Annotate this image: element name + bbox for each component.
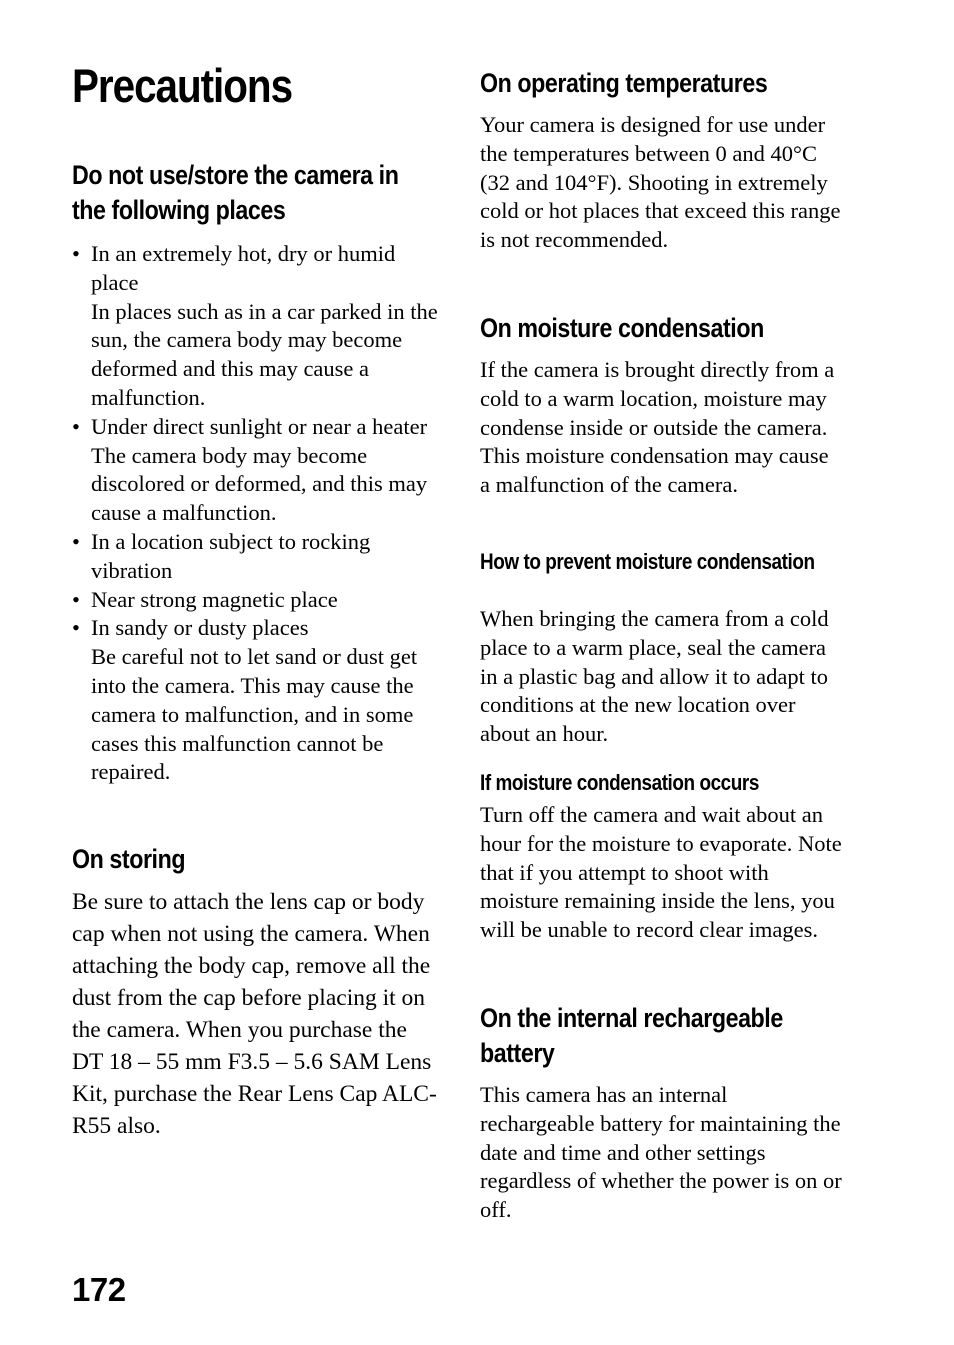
bullet-detail: In places such as in a car parked in the sun, the camera body may become deformed and this may cause a malfunction. <box>91 298 438 410</box>
temperature-text: Your camera is designed for use under the temperatures between 0 and 40°C (32 and 104°F). Shooting in extremely cold or hot places that exceed this range is not recommended. <box>480 112 841 253</box>
list-item <box>72 586 444 615</box>
temperature-heading: On operating temperatures <box>480 68 768 98</box>
bullet-icon: • <box>72 615 80 641</box>
storing-heading: On storing <box>72 844 186 874</box>
prevent-heading: How to prevent moisture condensation <box>480 549 815 574</box>
places-heading: Do not use/store the camera in the following places <box>72 160 399 225</box>
occurs-text: Turn off the camera and wait about an hour for the moisture to evaporate. Note that if you attempt to shoot with moisture remaining inside the lens, you will be unable to record clear images. <box>480 802 842 943</box>
occurs-heading: If moisture condensation occurs <box>480 770 759 795</box>
moisture-text: If the camera is brought directly from a cold to a warm location, moisture may condense inside or outside the camera. This moisture condensation may cause a malfunction of the camera. <box>480 357 835 498</box>
bullet-label: Under direct sunlight or near a heater <box>91 413 428 439</box>
moisture-heading: On moisture condensation <box>480 313 764 343</box>
bullet-label: Near strong magnetic place <box>91 586 338 612</box>
bullet-icon: • <box>72 241 80 266</box>
storing-text: Be sure to attach the lens cap or body cap when not using the camera. When attaching the body cap, remove all the dust from the cap before placing it on the camera. When you purchase the DT 18 – 55 mm F3.5 – 5.6 SAM Lens Kit, purchase the Rear Lens Cap ALC-R55 also. <box>72 889 437 1139</box>
bullet-icon: • <box>72 528 80 554</box>
list-item <box>72 614 444 787</box>
prevent-text: When bringing the camera from a cold place to a warm place, seal the camera in a plastic bag and allow it to adapt to conditions at the new location over about an hour. <box>480 606 829 747</box>
list-item <box>72 528 444 586</box>
bullet-icon: • <box>72 413 80 439</box>
bullet-label: In a location subject to rocking vibration <box>91 528 371 583</box>
page-title: Precautions <box>72 59 293 112</box>
list-item <box>72 240 444 413</box>
places-list <box>72 240 444 787</box>
list-item <box>72 413 444 528</box>
bullet-detail: Be careful not to let sand or dust get into the camera. This may cause the camera to malfunction, and in some cases this malfunction cannot be repaired. <box>91 644 418 785</box>
bullet-label: In sandy or dusty places <box>91 615 309 641</box>
page-number: 172 <box>72 1271 126 1308</box>
bullet-label: In an extremely hot, dry or humid place <box>91 241 396 295</box>
battery-heading: On the internal rechargeable battery <box>480 1003 783 1068</box>
battery-text: This camera has an internal rechargeable battery for maintaining the date and time and other settings regardless of whether the power is on or off. <box>480 1082 842 1223</box>
bullet-detail: The camera body may become discolored or deformed, and this may cause a malfunction. <box>91 442 428 526</box>
bullet-icon: • <box>72 586 80 612</box>
